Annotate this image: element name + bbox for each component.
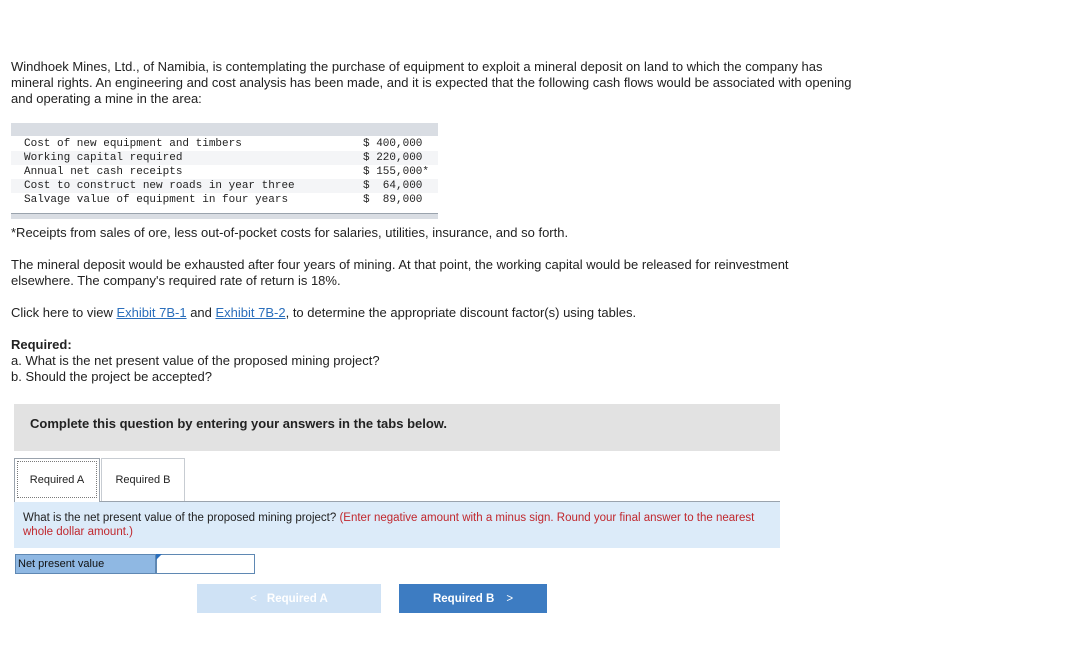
question-hint: (Enter negative amount with a minus sign. Round your final answer to the nearest whole dollar amount.) [23,512,755,538]
table-footer-bar [11,213,438,219]
instruction-text: Complete this question by entering your answers in the tabs below. [30,416,448,431]
row-value: $ 64,000 [363,180,423,192]
row-label: Cost to construct new roads in year three [24,180,295,192]
exhibit-and: and [186,305,216,320]
npv-input[interactable] [156,554,255,574]
question-box [14,502,780,548]
input-corner-marker [156,554,162,560]
required-b-text: b. Should the project be accepted? [11,369,212,384]
row-label: Annual net cash receipts [24,166,183,178]
cash-flow-table [11,123,438,219]
row-label: Cost of new equipment and timbers [24,138,242,150]
table-row [11,193,438,207]
instruction-banner [14,404,780,451]
required-heading: Required: [11,337,72,352]
chevron-left-icon: < [250,593,257,605]
question-text: What is the net present value of the proposed mining project? [23,512,337,524]
chevron-right-icon: > [506,593,514,605]
exhibit-7b-2-link[interactable]: Exhibit 7B-2 [215,305,286,320]
npv-label: Net present value [15,554,156,574]
intro-paragraph: Windhoek Mines, Ltd., of Namibia, is contemplating the purchase of equipment to exploit a mineral deposit on land to which the company has mineral rights. An engineering and cost analysis has been made, and it is expected that the following cash flows would be associated with opening and operating a mine in the area: [11,59,852,106]
next-button-label: Required B [432,593,495,605]
table-row [11,165,438,179]
required-a-text: a. What is the net present value of the proposed mining project? [11,353,380,368]
exhibit-prefix: Click here to view [11,305,117,320]
row-label: Salvage value of equipment in four years [24,194,289,206]
required-section [11,337,380,385]
tab-required-b[interactable]: Required B [101,458,185,501]
next-required-b-button[interactable] [399,584,547,613]
row-label: Working capital required [24,152,183,164]
row-value: $ 400,000 [363,138,423,150]
exhibit-suffix: , to determine the appropriate discount factor(s) using tables. [285,305,637,320]
exhibit-paragraph [11,305,636,321]
table-row [11,179,438,193]
table-row [11,151,438,165]
exhibit-7b-1-link[interactable]: Exhibit 7B-1 [116,305,187,320]
table-header-bar [11,123,438,136]
table-row [11,137,438,151]
prev-required-a-button[interactable] [197,584,381,613]
prev-button-label: Required A [266,593,328,605]
row-value: $ 89,000 [363,194,423,206]
footnote: *Receipts from sales of ore, less out-of-pocket costs for salaries, utilities, insurance, and so forth. [11,225,569,240]
exhaust-paragraph: The mineral deposit would be exhausted after four years of mining. At that point, the working capital would be released for reinvestment elsewhere. The company's required rate of return is 18%. [11,257,789,288]
tab-required-a[interactable]: Required A [14,458,100,502]
row-value: $ 155,000* [363,166,430,178]
row-value: $ 220,000 [363,152,423,164]
